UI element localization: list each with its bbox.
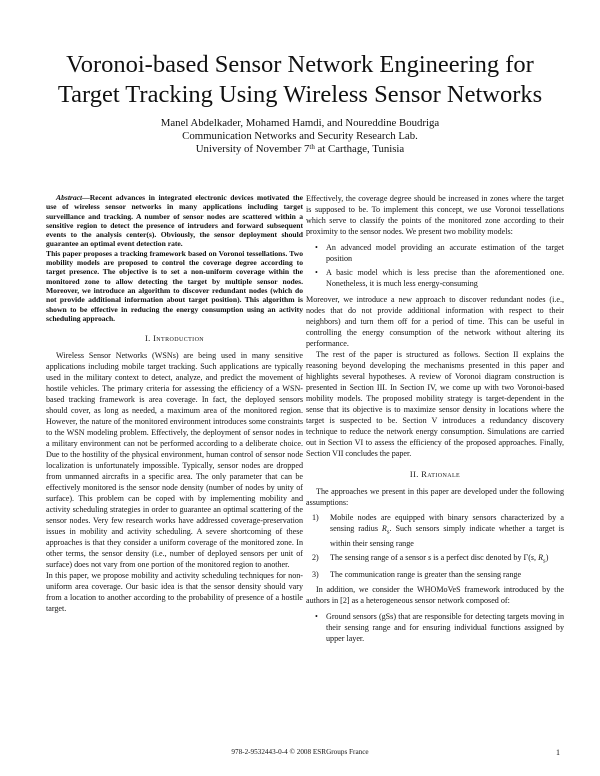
math-var: s [428,552,432,562]
list-item [312,552,564,567]
list-text: The sensing range of a sensor [330,552,428,562]
author-names: Manel Abdelkader, Mohamed Hamdi, and Noureddine Boudriga [160,117,440,129]
math-var: s, R [530,552,544,562]
list-text: ) [545,552,549,562]
list-number: 1) [312,513,319,522]
body-paragraph: Wireless Sensor Networks (WSNs) are being used in many sensitive applications including mobile target tracking. Such applications are typically used in the military context to detect, analyze, and predict the movement of hostile vehicles. The primary criteria for assessing the efficiency of a WSN-based tracking framework is area coverage. In fact, the deployed sensors should cover, as long as needed, a maximum area of the monitored region. However, the nature of the monitored environment introduces some constraints to the WSN modeling problem. Effectively, the deployment of sensor nodes in a military environment can not be performed according to a deliberate choice. Due to the hostility of the physical environment, human control of sensor node localization is unfortunately impossible. Typically, sensor nodes are dropped from unmanned aircrafts in a specific area. The only parameter that can be effectively monitored is the sensor node density (number of nodes by unity of surface). This problem can be coped with by implementing mobility and activity scheduling strategies in order to guarantee an optimal scattering of the sensor nodes. Very few research works have addressed coverage-preservation issues in mobility and activity scheduling. A severe shortcoming of these approaches is that they consider a uniform coverage of the monitored zone. In other terms, the sensor density (i.e., number of deployed sensors per unit of surface) does not vary from one portion of the monitored region to another. [46,351,303,570]
author-block [20,117,580,156]
abstract-text: —Recent advances in integrated electronic devices motivated the use of wireless sensor networks in many applications including target surveillance and tracking. A number of sensor nodes are scattered within a sensitive region to detect the presence of intruders and forward subsequent events to the analysis center(s). Obviously, the sensor deployment should guarantee an optimal event detection rate. [46,193,303,249]
body-paragraph: In addition, we consider the WHOMoVeS framework introduced by the authors in [2] as a heterogeneous sensor network composed of: [306,585,564,606]
list-number: 3) [312,570,319,580]
body-paragraph: The rest of the paper is structured as follows. Section II explains the reasoning beyond developing the mechanisms presented in this paper and highlights several hypotheses. A review of Voronoi diagram construction is presented in Section III. In Section IV, we come up with two Voronoi-based mobility models. The proposed mobility strategy is target-dependent in the sense that its objective is to maximize sensor density in locations where the target is suspected to be. Section V introduces a redundancy discovery technique to reduce the network energy consumption. Simulations are carried out in Section VI to assess the efficiency of the proposed approaches. Finally, Section VII concludes the paper. [306,350,564,458]
bullet-list [314,242,564,289]
math-sub: s [543,557,546,565]
title-line: Voronoi-based Sensor Network Engineering for [66,51,534,78]
list-text: is a perfect disc denoted by Γ( [431,552,531,562]
body-paragraph: The approaches we present in this paper are developed under the following assumptions: [306,487,564,507]
math-sub: s [386,528,390,536]
university-pre: University of November 7 [195,143,310,155]
abstract-lead: Abstract [56,193,83,202]
math-var: R [381,524,387,533]
abstract [46,193,303,323]
title-line: Target Tracking Using Wireless Sensor Networks [57,81,543,108]
abstract-paragraph: This paper proposes a tracking framework based on Voronoi tessellations. Two mobility models are proposed to control the coverage degree according to target presence. The objective is to set a non-uniform coverage within the monitored zone to allow detecting the target by multiple sensor nodes. Moreover, we introduce an algorithm to discover redundant nodes (which do not provide additional information about target position). This algorithm is shown to be effective in reducing the energy consumption using an activity scheduling approach. [46,248,303,323]
left-column [46,193,303,614]
section-heading: I. Introduction [144,334,205,344]
right-column [306,193,564,649]
body-paragraph: In this paper, we propose mobility and activity scheduling techniques for non-uniform area coverage. Our basic idea is that the sensor density should vary from a location to another according to the probability of presence of a hostile target. [46,571,303,614]
list-item: • A basic model which is less precise than the aforementioned one. Nonetheless, it is much less energy-consuming [314,267,564,289]
body-paragraph: Effectively, the coverage degree should be increased in zones where the target is supposed to be. To implement this concept, we use Voronoi tessellations which serve to classify the points of the monitored zone according to their proximity to the sensor nodes. We present two mobility models: [306,194,564,236]
body-paragraph: Moreover, we introduce a new approach to discover redundant nodes (i.e., nodes that do not provide additional information with respect to their neighbors) and turn them off for a period of time. This can be useful in controlling the energy consumption of the network without altering its performance. [306,295,564,348]
university-post: at Carthage, Tunisia [314,143,405,155]
list-text: Mobile nodes are equipped with binary sensors characterized by a sensing radius [330,513,564,533]
abstract-paragraph [46,193,303,249]
list-text: The communication range is greater than the sensing range [330,570,522,580]
list-item: • Ground sensors (gSs) that are responsible for detecting targets moving in their sensing range and for ensuring individual functions assigned by upper layer. [314,611,564,644]
university [20,143,580,156]
university-sup: th [309,143,315,151]
list-text: . Such sensors simply indicate whether a target is within their sensing range [330,524,564,548]
affiliation: Communication Networks and Security Research Lab. [182,130,418,142]
bullet-list [314,611,564,644]
list-item: • An advanced model providing an accurate estimation of the target position [314,242,564,264]
assumption-list [312,512,564,580]
section-heading: II. Rationale [409,470,461,479]
list-number: 2) [312,552,319,562]
page-number: 1 [556,748,560,757]
paper-title [20,50,580,110]
page-footer: 978-2-9532443-0-4 © 2008 ESRGroups France [231,748,369,756]
list-item [312,569,564,580]
list-item [312,512,564,549]
